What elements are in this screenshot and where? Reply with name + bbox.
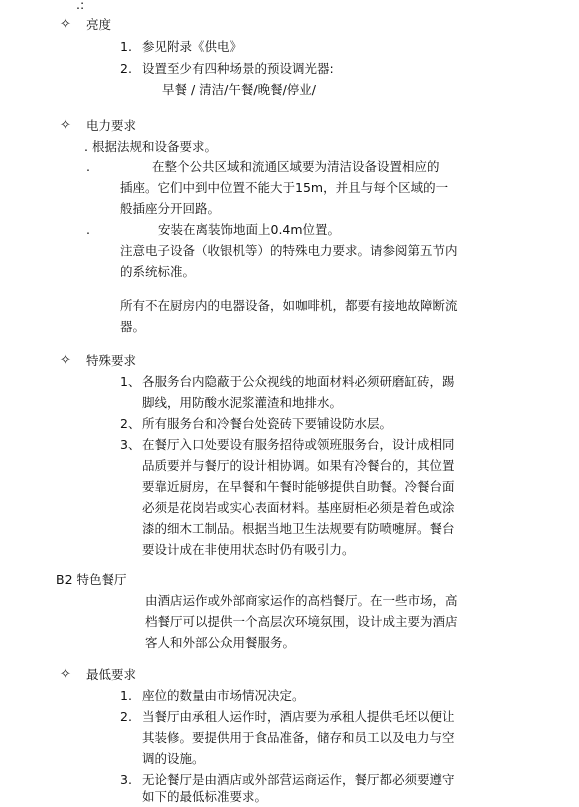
special-item-3-line-1: 在餐厅入口处要设有服务招待或领班服务台，设计成相同 [142,437,455,452]
brightness-item-1-text: 参见附录《供电》 [142,39,243,54]
power-note-line-2: 的系统标准。 [120,264,196,279]
b2-title: B2 特色餐厅 [56,572,127,587]
brightness-item-2-text: 设置至少有四种场景的预设调光器: [142,61,334,76]
power-item-1-line-1: 在整个公共区域和流通区域要为清洁设备设置相应的 [152,159,440,174]
power-item-1-dot: . [86,159,90,174]
minimum-item-1-line-1: 座位的数量由市场情况决定。 [142,688,305,703]
power-para-line-2: 器。 [120,319,146,334]
b2-line-2: 档餐厅可以提供一个高层次环境氛围，设计成主要为酒店 [145,614,458,629]
special-item-3-line-3: 要靠近厨房，在早餐和午餐时能够提供自助餐。冷餐台面 [142,479,455,494]
brightness-item-2-number: 2. [120,61,132,76]
minimum-item-2-line-2: 其装修。要提供用于食品准备，储存和员工以及电力与空 [142,730,455,745]
power-item-2-dot: . [86,222,90,237]
b2-line-3: 客人和外部公众用餐服务。 [145,635,296,650]
b2-line-1: 由酒店运作或外部商家运作的高档餐厅。在一些市场，高 [145,593,458,608]
special-item-1-line-1: 各服务台内隐蔽于公众视线的地面材料必须研磨缸砖，踢 [142,374,455,389]
power-heading: 电力要求 [86,118,137,133]
diamond-bullet-icon: ✧ [60,118,71,133]
special-item-3-line-4: 必须是花岗岩或实心表面材料。基座厨柜必须是着色或涂 [142,500,455,515]
power-item-1-line-3: 般插座分开回路。 [120,201,221,216]
top-mark: .: [76,0,85,12]
power-note-line-1: 注意电子设备（收银机等）的特殊电力要求。请参阅第五节内 [120,243,458,258]
special-item-1-line-2: 脚线，用防酸水泥浆灌渣和地排水。 [142,395,343,410]
power-item-1-line-2: 插座。它们中到中位置不能大于15m，并且与每个区域的一 [120,180,449,195]
special-item-2-number: 2、 [120,416,141,431]
minimum-item-2-line-1: 当餐厅由承租人运作时，酒店要为承租人提供毛坯以便让 [142,709,455,724]
brightness-scenes: 早餐 / 清洁/午餐/晚餐/停业/ [162,82,317,97]
special-item-1-number: 1、 [120,374,141,389]
special-item-3-line-6: 要设计成在非使用状态时仍有吸引力。 [142,542,355,557]
minimum-heading: 最低要求 [86,667,137,682]
special-item-2-line-1: 所有服务台和冷餐台处瓷砖下要铺设防水层。 [142,416,393,431]
special-item-3-line-5: 漆的细木工制品。根据当地卫生法规要有防喷嚏屏。餐台 [142,521,455,536]
power-item-2-text: 安装在离装饰地面上0.4m位置。 [158,222,341,237]
minimum-item-2-number: 2. [120,709,132,724]
minimum-item-2-line-3: 调的设施。 [142,751,205,766]
minimum-item-1-number: 1. [120,688,132,703]
diamond-bullet-icon: ✧ [60,17,71,32]
brightness-item-1-number: 1. [120,39,132,54]
special-item-3-number: 3、 [120,437,141,452]
special-heading: 特殊要求 [86,353,137,368]
minimum-item-3-line-2: 如下的最低标准要求。 [142,789,268,804]
power-para-line-1: 所有不在厨房内的电器设备，如咖啡机，都要有接地故障断流 [120,298,458,313]
special-item-3-line-2: 品质要并与餐厅的设计相协调。如果有冷餐台的，其位置 [142,458,455,473]
minimum-item-3-number: 3. [120,772,132,787]
brightness-heading: 亮度 [86,17,112,32]
minimum-item-3-line-1: 无论餐厅是由酒店或外部营运商运作，餐厅都必须要遵守 [142,772,455,787]
power-intro: . 根据法规和设备要求。 [84,139,217,154]
diamond-bullet-icon: ✧ [60,667,71,682]
diamond-bullet-icon: ✧ [60,353,71,368]
